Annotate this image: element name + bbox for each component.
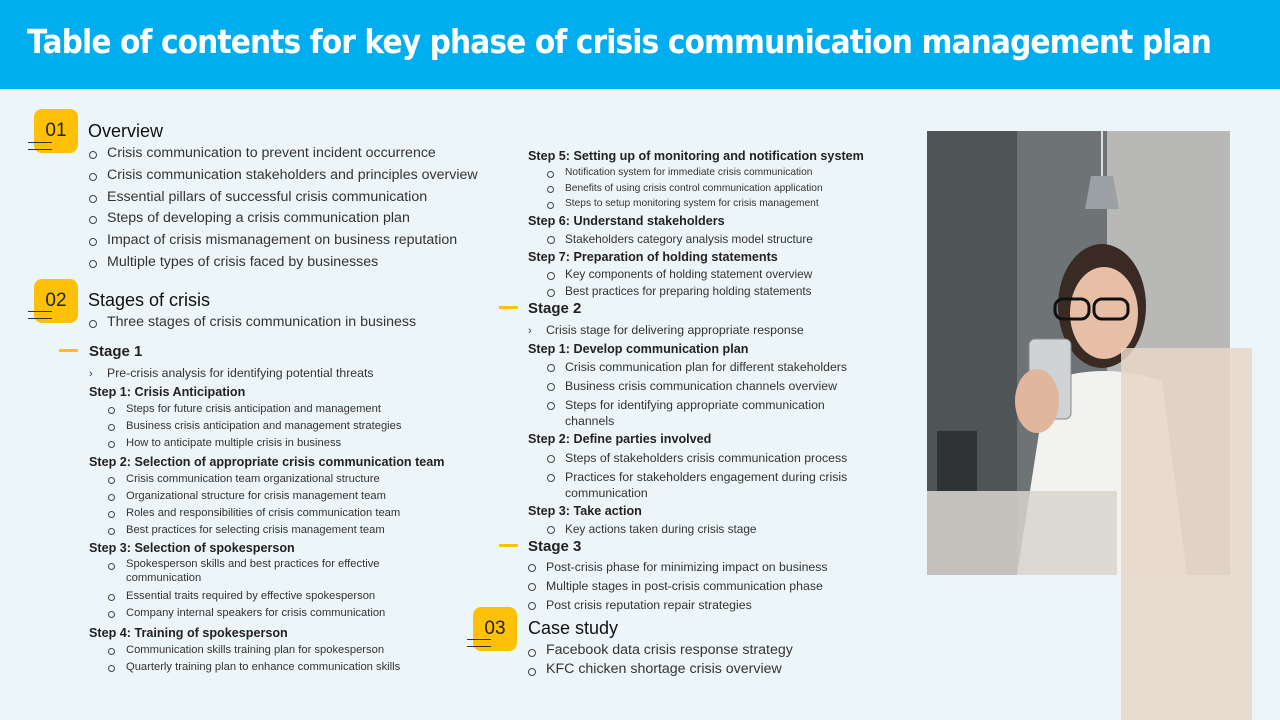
step-title: Step 2: Selection of appropriate crisis communication team [89,455,445,469]
list-item [547,396,847,429]
list-item-text: communication [565,486,648,500]
list-item: Best practices for selecting crisis management team [108,522,400,539]
list-item-text: communication [126,572,202,584]
list-item: Best practices for preparing holding statements [547,283,812,300]
list-item [547,468,847,501]
list-item: Crisis communication plan for different stakeholders [547,358,847,377]
step-list [547,266,812,300]
step-title: Step 1: Develop communication plan [528,342,749,356]
list-item: Three stages of crisis communication in business [89,312,416,334]
step-title: Step 3: Take action [528,504,642,518]
list-item: Company internal speakers for crisis communication [108,605,385,622]
step-title: Step 3: Selection of spokesperson [89,541,295,555]
chevron-right-icon: › [528,325,532,337]
stage-2-intro [528,323,804,337]
list-item-text: Steps for identifying appropriate communication [565,398,825,412]
badge-lines-icon [28,142,52,150]
step-title: Step 4: Training of spokesperson [89,626,288,640]
list-item: Key components of holding statement overview [547,266,812,283]
section-title-stages: Stages of crisis [88,290,211,310]
list-item: Essential pillars of successful crisis communication [89,187,478,209]
list-item: Facebook data crisis response strategy [528,641,793,660]
section-number-badge: 01 [34,109,78,153]
stage-dash [499,306,518,309]
step-list [547,520,756,539]
stage-intro-text: Crisis stage for delivering appropriate response [546,323,804,337]
page-title: Table of contents for key phase of crisis communication management plan [27,22,1211,61]
list-item-text: Spokesperson skills and best practices for effective [126,558,380,570]
list-item: Crisis communication team organizational structure [108,471,400,488]
stage-intro-text: Pre-crisis analysis for identifying potential threats [107,366,374,380]
chevron-right-icon: › [89,368,93,380]
step-title: Step 1: Crisis Anticipation [89,385,246,399]
step-list [547,165,823,212]
list-item: Business crisis anticipation and management strategies [108,418,401,435]
list-item: Multiple types of crisis faced by businesses [89,252,478,274]
step-list [108,471,400,539]
badge-lines-icon [467,639,491,647]
header-bar [0,0,1280,89]
list-item: Steps to setup monitoring system for crisis management [547,196,823,212]
step-list [108,557,385,622]
step-list [547,358,847,429]
list-item: Business crisis communication channels overview [547,377,847,396]
list-item: Steps for future crisis anticipation and management [108,401,401,418]
step-title: Step 5: Setting up of monitoring and notification system [528,149,864,163]
stages-list [89,312,416,334]
case-study-list [528,641,793,679]
section-number-badge: 03 [473,607,517,651]
list-item: Post-crisis phase for minimizing impact on business [528,558,828,577]
list-item: Quarterly training plan to enhance communication skills [108,659,400,676]
list-item: How to anticipate multiple crisis in business [108,435,401,452]
badge-lines-icon [28,311,52,319]
step-title: Step 2: Define parties involved [528,432,712,446]
stage-3-label: Stage 3 [528,538,582,555]
list-item: Key actions taken during crisis stage [547,520,756,539]
list-item: Crisis communication stakeholders and principles overview [89,165,478,187]
stage-1-intro [89,366,374,380]
section-title-case-study: Case study [528,618,619,638]
list-item-text: Practices for stakeholders engagement during crisis [565,470,848,484]
list-item [108,557,385,585]
list-item: Impact of crisis mismanagement on business reputation [89,230,478,252]
list-item: Roles and responsibilities of crisis communication team [108,505,400,522]
list-item: Organizational structure for crisis management team [108,488,400,505]
stage-2-label: Stage 2 [528,300,582,317]
list-item: Stakeholders category analysis model structure [547,230,813,249]
stage-3-list [528,558,828,615]
stage-dash [499,544,518,547]
step-list [547,230,813,249]
list-item: Benefits of using crisis control communication application [547,181,823,197]
step-list [108,401,401,452]
step-title: Step 7: Preparation of holding statements [528,250,778,264]
list-item: Crisis communication to prevent incident occurrence [89,143,478,165]
list-item: KFC chicken shortage crisis overview [528,660,793,679]
list-item: Post crisis reputation repair strategies [528,596,828,615]
list-item: Notification system for immediate crisis communication [547,165,823,181]
decorative-beige-panel [1121,348,1252,720]
list-item-text: channels [565,414,615,428]
section-title-overview: Overview [88,121,164,141]
section-number-badge: 02 [34,279,78,323]
list-item: Steps of stakeholders crisis communication process [547,449,847,468]
list-item: Essential traits required by effective spokesperson [108,588,385,605]
list-item: Multiple stages in post-crisis communication phase [528,577,828,596]
step-list [547,449,847,501]
stage-1-label: Stage 1 [89,343,143,360]
overview-list [89,143,478,274]
step-list [108,642,400,676]
step-title: Step 6: Understand stakeholders [528,214,725,228]
stage-dash [59,349,78,352]
list-item: Steps of developing a crisis communication plan [89,208,478,230]
list-item: Communication skills training plan for spokesperson [108,642,400,659]
